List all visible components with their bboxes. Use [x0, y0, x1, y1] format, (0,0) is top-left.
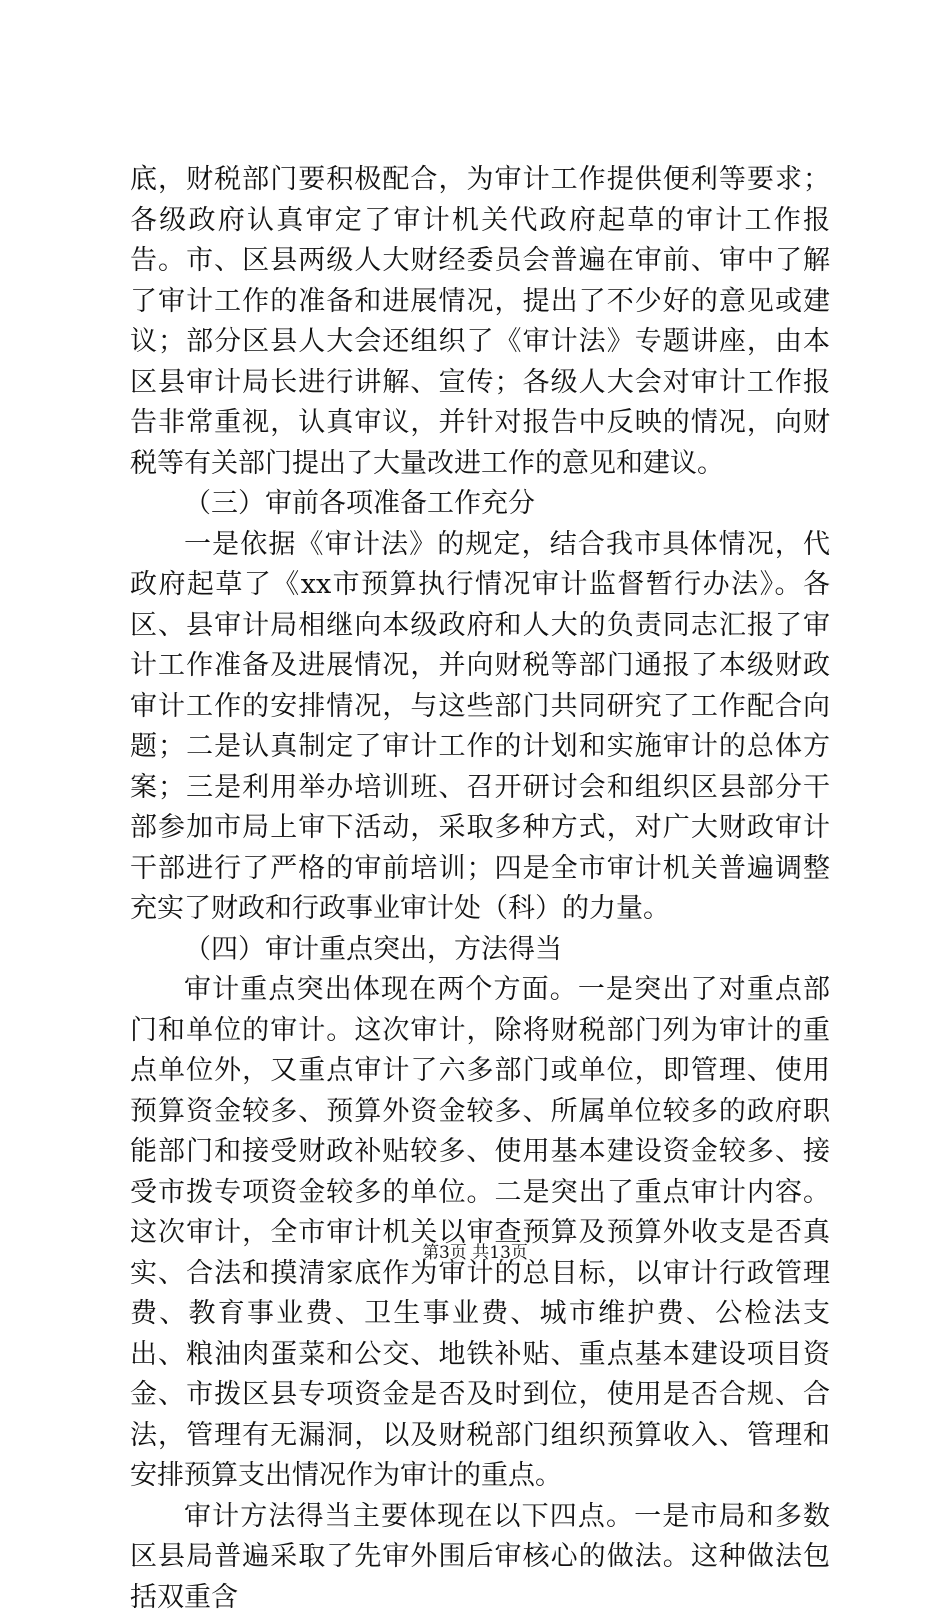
body-paragraph-1: 底，财税部门要积极配合，为审计工作提供便利等要求；各级政府认真审定了审计机关代政府起草的审计工作报告。市、区县两级人大财经委员会普遍在审前、审中了解了审计工作的准备和进展情况，提出了不少好的意见或建议；部分区县人大会还组织了《审计法》专题讲座，由本区县审计局长进行讲解、宣传；各级人大会对审计工作报告非常重视，认真审议，并针对报告中反映的情况，向财税等有关部门提出了大量改进工作的意见和建议。 — [130, 160, 830, 484]
section-heading-3: （三）审前各项准备工作充分 — [130, 484, 830, 525]
document-page — [130, 160, 830, 1618]
document-body — [130, 160, 830, 1618]
body-paragraph-4: 审计方法得当主要体现在以下四点。一是市局和多数区县局普遍采取了先审外围后审核心的做法。这种做法包括双重含 — [130, 1497, 830, 1618]
page-number-label: 第3页 共13页 — [422, 1243, 528, 1263]
page-footer — [0, 1241, 950, 1265]
body-paragraph-3: 审计重点突出体现在两个方面。一是突出了对重点部门和单位的审计。这次审计，除将财税部门列为审计的重点单位外，又重点审计了六多部门或单位，即管理、使用预算资金较多、预算外资金较多、所属单位较多的政府职能部门和接受财政补贴较多、使用基本建设资金较多、接受市拨专项资金较多的单位。二是突出了重点审计内容。这次审计，全市审计机关以审查预算及预算外收支是否真实、合法和摸清家底作为审计的总目标，以审计行政管理费、教育事业费、卫生事业费、城市维护费、公检法支出、粮油肉蛋菜和公交、地铁补贴、重点基本建设项目资金、市拨区县专项资金是否及时到位，使用是否合规、合法，管理有无漏洞，以及财税部门组织预算收入、管理和安排预算支出情况作为审计的重点。 — [130, 970, 830, 1497]
section-heading-4: （四）审计重点突出，方法得当 — [130, 930, 830, 971]
body-paragraph-2: 一是依据《审计法》的规定，结合我市具体情况，代政府起草了《xx市预算执行情况审计监督暂行办法》。各区、县审计局相继向本级政府和人大的负责同志汇报了审计工作准备及进展情况，并向财税等部门通报了本级财政审计工作的安排情况，与这些部门共同研究了工作配合向题；二是认真制定了审计工作的计划和实施审计的总体方案；三是利用举办培训班、召开研讨会和组织区县部分干部参加市局上审下活动，采取多种方式，对广大财政审计干部进行了严格的审前培训；四是全市审计机关普遍调整充实了财政和行政事业审计处（科）的力量。 — [130, 525, 830, 930]
